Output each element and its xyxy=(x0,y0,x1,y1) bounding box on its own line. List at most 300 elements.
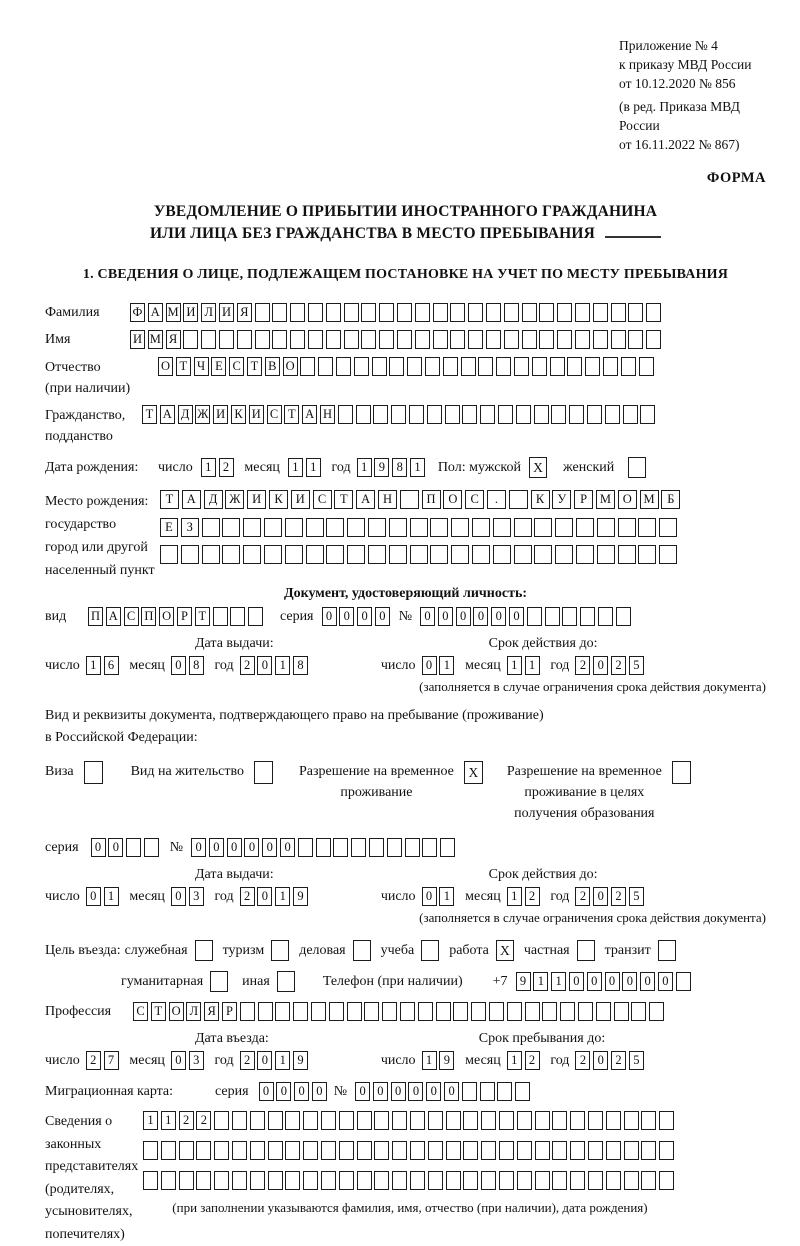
char-cell[interactable]: 0 xyxy=(339,607,354,626)
char-cell[interactable] xyxy=(446,1111,461,1130)
char-cell[interactable]: 1 xyxy=(104,887,119,906)
char-cell[interactable] xyxy=(585,357,600,376)
char-cell[interactable] xyxy=(389,357,404,376)
char-cell[interactable] xyxy=(407,357,422,376)
char-cell[interactable] xyxy=(179,1171,194,1190)
char-cell[interactable] xyxy=(433,330,448,349)
char-cell[interactable]: 0 xyxy=(171,656,186,675)
char-cell[interactable] xyxy=(545,607,560,626)
char-cell[interactable]: 2 xyxy=(611,656,626,675)
char-cell[interactable]: 0 xyxy=(276,1082,291,1101)
char-cell[interactable] xyxy=(372,357,387,376)
char-cell[interactable] xyxy=(285,1141,300,1160)
char-cell[interactable]: 0 xyxy=(171,1051,186,1070)
char-cell[interactable] xyxy=(450,303,465,322)
purpose-humanitarian-checkbox[interactable] xyxy=(210,971,228,992)
char-cell[interactable]: Ж xyxy=(225,490,244,509)
purpose-transit-checkbox[interactable] xyxy=(658,940,676,961)
char-cell[interactable]: 2 xyxy=(240,656,255,675)
char-cell[interactable] xyxy=(486,330,501,349)
char-cell[interactable]: 0 xyxy=(259,1082,274,1101)
char-cell[interactable]: О xyxy=(169,1002,184,1021)
char-cell[interactable]: Б xyxy=(661,490,680,509)
char-cell[interactable]: Р xyxy=(222,1002,237,1021)
char-cell[interactable] xyxy=(361,303,376,322)
char-cell[interactable]: К xyxy=(231,405,246,424)
char-cell[interactable] xyxy=(357,1111,372,1130)
char-cell[interactable]: С xyxy=(313,490,332,509)
char-cell[interactable] xyxy=(575,330,590,349)
char-cell[interactable] xyxy=(596,1002,611,1021)
char-cell[interactable] xyxy=(344,330,359,349)
char-cell[interactable] xyxy=(400,1002,415,1021)
char-cell[interactable] xyxy=(498,405,513,424)
char-cell[interactable]: 0 xyxy=(438,607,453,626)
char-cell[interactable] xyxy=(468,330,483,349)
char-cell[interactable] xyxy=(641,1111,656,1130)
char-cell[interactable] xyxy=(468,303,483,322)
char-cell[interactable] xyxy=(339,1141,354,1160)
char-cell[interactable] xyxy=(369,838,384,857)
char-cell[interactable] xyxy=(481,1171,496,1190)
char-cell[interactable]: 0 xyxy=(593,1051,608,1070)
char-cell[interactable] xyxy=(250,1171,265,1190)
char-cell[interactable]: Т xyxy=(151,1002,166,1021)
char-cell[interactable] xyxy=(326,545,344,564)
char-cell[interactable]: 1 xyxy=(422,1051,437,1070)
char-cell[interactable] xyxy=(539,330,554,349)
char-cell[interactable] xyxy=(232,1111,247,1130)
char-cell[interactable] xyxy=(268,1141,283,1160)
char-cell[interactable]: 0 xyxy=(426,1082,441,1101)
char-cell[interactable] xyxy=(499,1111,514,1130)
char-cell[interactable]: А xyxy=(356,490,375,509)
char-cell[interactable] xyxy=(659,1111,674,1130)
char-cell[interactable] xyxy=(532,357,547,376)
char-cell[interactable] xyxy=(472,518,490,537)
char-cell[interactable] xyxy=(272,330,287,349)
char-cell[interactable] xyxy=(255,330,270,349)
char-cell[interactable] xyxy=(534,545,552,564)
char-cell[interactable] xyxy=(534,405,549,424)
char-cell[interactable]: И xyxy=(291,490,310,509)
char-cell[interactable] xyxy=(392,1171,407,1190)
char-cell[interactable] xyxy=(659,1141,674,1160)
char-cell[interactable]: 1 xyxy=(525,656,540,675)
char-cell[interactable] xyxy=(575,303,590,322)
char-cell[interactable]: 1 xyxy=(275,1051,290,1070)
char-cell[interactable] xyxy=(250,1111,265,1130)
char-cell[interactable]: 1 xyxy=(161,1111,176,1130)
char-cell[interactable]: Р xyxy=(574,490,593,509)
char-cell[interactable]: 3 xyxy=(189,887,204,906)
char-cell[interactable] xyxy=(593,330,608,349)
char-cell[interactable] xyxy=(300,357,315,376)
char-cell[interactable]: 1 xyxy=(507,656,522,675)
char-cell[interactable]: 2 xyxy=(575,1051,590,1070)
char-cell[interactable]: С xyxy=(124,607,139,626)
char-cell[interactable] xyxy=(552,1111,567,1130)
char-cell[interactable] xyxy=(570,1141,585,1160)
char-cell[interactable] xyxy=(351,838,366,857)
char-cell[interactable]: 0 xyxy=(244,838,259,857)
char-cell[interactable] xyxy=(410,1141,425,1160)
char-cell[interactable] xyxy=(400,490,419,509)
char-cell[interactable] xyxy=(522,330,537,349)
char-cell[interactable] xyxy=(321,1111,336,1130)
char-cell[interactable] xyxy=(338,405,353,424)
char-cell[interactable] xyxy=(213,607,228,626)
char-cell[interactable] xyxy=(316,838,331,857)
char-cell[interactable]: С xyxy=(133,1002,148,1021)
char-cell[interactable]: А xyxy=(148,303,163,322)
char-cell[interactable]: 2 xyxy=(575,887,590,906)
char-cell[interactable]: 2 xyxy=(525,1051,540,1070)
char-cell[interactable] xyxy=(339,1111,354,1130)
char-cell[interactable]: 0 xyxy=(593,656,608,675)
char-cell[interactable]: 0 xyxy=(491,607,506,626)
char-cell[interactable]: С xyxy=(267,405,282,424)
char-cell[interactable] xyxy=(428,1141,443,1160)
char-cell[interactable] xyxy=(329,1002,344,1021)
char-cell[interactable] xyxy=(480,405,495,424)
char-cell[interactable]: Я xyxy=(204,1002,219,1021)
char-cell[interactable]: 1 xyxy=(306,458,321,477)
char-cell[interactable] xyxy=(587,405,602,424)
char-cell[interactable]: Т xyxy=(142,405,157,424)
char-cell[interactable]: Л xyxy=(186,1002,201,1021)
char-cell[interactable] xyxy=(336,357,351,376)
char-cell[interactable] xyxy=(389,545,407,564)
char-cell[interactable] xyxy=(326,303,341,322)
char-cell[interactable] xyxy=(440,838,455,857)
char-cell[interactable] xyxy=(430,518,448,537)
char-cell[interactable] xyxy=(463,1171,478,1190)
char-cell[interactable] xyxy=(576,545,594,564)
purpose-work-checkbox[interactable]: X xyxy=(496,940,514,961)
char-cell[interactable]: 0 xyxy=(209,838,224,857)
char-cell[interactable] xyxy=(285,1171,300,1190)
char-cell[interactable] xyxy=(268,1171,283,1190)
char-cell[interactable] xyxy=(237,330,252,349)
char-cell[interactable]: О xyxy=(158,357,173,376)
char-cell[interactable]: 8 xyxy=(392,458,407,477)
char-cell[interactable] xyxy=(481,1141,496,1160)
char-cell[interactable] xyxy=(374,1171,389,1190)
char-cell[interactable] xyxy=(373,405,388,424)
char-cell[interactable]: 0 xyxy=(191,838,206,857)
char-cell[interactable] xyxy=(676,972,691,991)
char-cell[interactable]: 2 xyxy=(219,458,234,477)
char-cell[interactable] xyxy=(306,545,324,564)
char-cell[interactable]: 1 xyxy=(533,972,548,991)
char-cell[interactable] xyxy=(517,1111,532,1130)
char-cell[interactable] xyxy=(347,1002,362,1021)
char-cell[interactable]: 8 xyxy=(293,656,308,675)
char-cell[interactable] xyxy=(605,405,620,424)
char-cell[interactable] xyxy=(659,545,677,564)
char-cell[interactable] xyxy=(509,490,528,509)
char-cell[interactable]: П xyxy=(422,490,441,509)
char-cell[interactable] xyxy=(551,405,566,424)
char-cell[interactable] xyxy=(181,545,199,564)
char-cell[interactable]: О xyxy=(159,607,174,626)
char-cell[interactable] xyxy=(264,518,282,537)
char-cell[interactable]: 1 xyxy=(507,887,522,906)
char-cell[interactable] xyxy=(196,1141,211,1160)
char-cell[interactable]: 0 xyxy=(355,1082,370,1101)
char-cell[interactable]: И xyxy=(219,303,234,322)
char-cell[interactable]: 2 xyxy=(525,887,540,906)
char-cell[interactable]: 5 xyxy=(629,656,644,675)
char-cell[interactable]: 0 xyxy=(605,972,620,991)
purpose-tourism-checkbox[interactable] xyxy=(271,940,289,961)
char-cell[interactable] xyxy=(486,303,501,322)
purpose-official-checkbox[interactable] xyxy=(195,940,213,961)
char-cell[interactable] xyxy=(379,330,394,349)
char-cell[interactable] xyxy=(232,1141,247,1160)
char-cell[interactable]: 0 xyxy=(420,607,435,626)
char-cell[interactable]: 0 xyxy=(262,838,277,857)
char-cell[interactable] xyxy=(638,518,656,537)
char-cell[interactable]: 0 xyxy=(473,607,488,626)
char-cell[interactable] xyxy=(641,1141,656,1160)
char-cell[interactable]: 0 xyxy=(391,1082,406,1101)
char-cell[interactable]: И xyxy=(249,405,264,424)
char-cell[interactable] xyxy=(480,1082,495,1101)
char-cell[interactable]: Я xyxy=(237,303,252,322)
char-cell[interactable] xyxy=(560,1002,575,1021)
char-cell[interactable]: 1 xyxy=(439,656,454,675)
char-cell[interactable] xyxy=(344,303,359,322)
char-cell[interactable] xyxy=(451,518,469,537)
residence-permit-checkbox[interactable] xyxy=(254,761,273,784)
char-cell[interactable] xyxy=(499,1141,514,1160)
char-cell[interactable]: К xyxy=(269,490,288,509)
char-cell[interactable]: 1 xyxy=(439,887,454,906)
char-cell[interactable] xyxy=(603,357,618,376)
char-cell[interactable]: Т xyxy=(195,607,210,626)
char-cell[interactable]: 0 xyxy=(86,887,101,906)
char-cell[interactable]: Т xyxy=(247,357,262,376)
char-cell[interactable]: 9 xyxy=(293,887,308,906)
char-cell[interactable]: 6 xyxy=(104,656,119,675)
char-cell[interactable] xyxy=(160,545,178,564)
char-cell[interactable] xyxy=(250,1141,265,1160)
char-cell[interactable]: 1 xyxy=(410,458,425,477)
char-cell[interactable]: Р xyxy=(177,607,192,626)
char-cell[interactable] xyxy=(446,1141,461,1160)
char-cell[interactable]: А xyxy=(302,405,317,424)
char-cell[interactable] xyxy=(387,838,402,857)
char-cell[interactable]: Т xyxy=(284,405,299,424)
char-cell[interactable]: М xyxy=(596,490,615,509)
char-cell[interactable] xyxy=(606,1171,621,1190)
char-cell[interactable] xyxy=(339,1171,354,1190)
char-cell[interactable] xyxy=(646,330,661,349)
char-cell[interactable] xyxy=(618,545,636,564)
char-cell[interactable]: . xyxy=(487,490,506,509)
char-cell[interactable] xyxy=(143,1171,158,1190)
char-cell[interactable] xyxy=(535,1141,550,1160)
char-cell[interactable]: 0 xyxy=(509,607,524,626)
char-cell[interactable] xyxy=(623,405,638,424)
char-cell[interactable] xyxy=(333,838,348,857)
purpose-study-checkbox[interactable] xyxy=(421,940,439,961)
char-cell[interactable] xyxy=(443,357,458,376)
char-cell[interactable] xyxy=(463,1111,478,1130)
char-cell[interactable] xyxy=(397,303,412,322)
char-cell[interactable] xyxy=(248,607,263,626)
char-cell[interactable]: О xyxy=(618,490,637,509)
char-cell[interactable]: П xyxy=(88,607,103,626)
char-cell[interactable]: К xyxy=(531,490,550,509)
char-cell[interactable]: 0 xyxy=(373,1082,388,1101)
char-cell[interactable] xyxy=(446,1171,461,1190)
char-cell[interactable]: 0 xyxy=(280,838,295,857)
char-cell[interactable] xyxy=(321,1171,336,1190)
char-cell[interactable] xyxy=(436,1002,451,1021)
char-cell[interactable] xyxy=(598,607,613,626)
char-cell[interactable] xyxy=(462,1082,477,1101)
char-cell[interactable]: 1 xyxy=(275,656,290,675)
char-cell[interactable] xyxy=(641,1171,656,1190)
char-cell[interactable]: 0 xyxy=(257,1051,272,1070)
char-cell[interactable]: Т xyxy=(334,490,353,509)
char-cell[interactable]: 1 xyxy=(201,458,216,477)
char-cell[interactable] xyxy=(640,405,655,424)
sex-male-checkbox[interactable]: X xyxy=(529,457,547,478)
purpose-business-checkbox[interactable] xyxy=(353,940,371,961)
char-cell[interactable]: 0 xyxy=(108,838,123,857)
char-cell[interactable]: 0 xyxy=(257,656,272,675)
char-cell[interactable] xyxy=(588,1171,603,1190)
char-cell[interactable]: 0 xyxy=(408,1082,423,1101)
char-cell[interactable]: Е xyxy=(160,518,178,537)
char-cell[interactable] xyxy=(272,303,287,322)
char-cell[interactable] xyxy=(410,1171,425,1190)
char-cell[interactable] xyxy=(264,545,282,564)
char-cell[interactable] xyxy=(659,518,677,537)
char-cell[interactable] xyxy=(368,518,386,537)
char-cell[interactable]: 2 xyxy=(240,887,255,906)
char-cell[interactable] xyxy=(275,1002,290,1021)
char-cell[interactable] xyxy=(614,1002,629,1021)
char-cell[interactable] xyxy=(624,1171,639,1190)
char-cell[interactable] xyxy=(624,1141,639,1160)
char-cell[interactable]: Я xyxy=(166,330,181,349)
visa-checkbox[interactable] xyxy=(84,761,103,784)
char-cell[interactable] xyxy=(410,1111,425,1130)
char-cell[interactable]: М xyxy=(640,490,659,509)
char-cell[interactable] xyxy=(517,1171,532,1190)
char-cell[interactable] xyxy=(557,303,572,322)
char-cell[interactable]: Н xyxy=(378,490,397,509)
char-cell[interactable]: М xyxy=(148,330,163,349)
char-cell[interactable] xyxy=(214,1141,229,1160)
char-cell[interactable]: 0 xyxy=(422,887,437,906)
char-cell[interactable]: 9 xyxy=(293,1051,308,1070)
char-cell[interactable]: Ж xyxy=(195,405,210,424)
char-cell[interactable]: 0 xyxy=(593,887,608,906)
char-cell[interactable] xyxy=(624,1111,639,1130)
char-cell[interactable]: 0 xyxy=(587,972,602,991)
char-cell[interactable] xyxy=(306,518,324,537)
char-cell[interactable] xyxy=(569,405,584,424)
char-cell[interactable]: И xyxy=(130,330,145,349)
char-cell[interactable] xyxy=(493,518,511,537)
char-cell[interactable] xyxy=(593,303,608,322)
char-cell[interactable] xyxy=(410,518,428,537)
char-cell[interactable] xyxy=(639,357,654,376)
char-cell[interactable] xyxy=(516,405,531,424)
char-cell[interactable] xyxy=(649,1002,664,1021)
char-cell[interactable] xyxy=(514,357,529,376)
char-cell[interactable]: Т xyxy=(160,490,179,509)
char-cell[interactable] xyxy=(542,1002,557,1021)
char-cell[interactable] xyxy=(303,1141,318,1160)
char-cell[interactable]: 0 xyxy=(322,607,337,626)
char-cell[interactable]: 3 xyxy=(189,1051,204,1070)
char-cell[interactable]: 0 xyxy=(444,1082,459,1101)
char-cell[interactable]: 9 xyxy=(439,1051,454,1070)
char-cell[interactable]: С xyxy=(229,357,244,376)
char-cell[interactable] xyxy=(179,1141,194,1160)
char-cell[interactable] xyxy=(368,545,386,564)
char-cell[interactable] xyxy=(621,357,636,376)
char-cell[interactable] xyxy=(628,330,643,349)
char-cell[interactable] xyxy=(410,545,428,564)
char-cell[interactable] xyxy=(462,405,477,424)
char-cell[interactable] xyxy=(450,330,465,349)
char-cell[interactable] xyxy=(507,1002,522,1021)
char-cell[interactable] xyxy=(618,518,636,537)
char-cell[interactable] xyxy=(433,303,448,322)
char-cell[interactable] xyxy=(422,838,437,857)
char-cell[interactable]: А xyxy=(106,607,121,626)
char-cell[interactable] xyxy=(570,1111,585,1130)
char-cell[interactable] xyxy=(496,357,511,376)
char-cell[interactable] xyxy=(382,1002,397,1021)
char-cell[interactable] xyxy=(126,838,141,857)
char-cell[interactable] xyxy=(461,357,476,376)
char-cell[interactable]: 1 xyxy=(275,887,290,906)
char-cell[interactable] xyxy=(183,330,198,349)
char-cell[interactable]: Е xyxy=(211,357,226,376)
char-cell[interactable] xyxy=(552,1171,567,1190)
char-cell[interactable] xyxy=(588,1141,603,1160)
char-cell[interactable]: З xyxy=(181,518,199,537)
char-cell[interactable]: 2 xyxy=(179,1111,194,1130)
char-cell[interactable] xyxy=(481,1111,496,1130)
char-cell[interactable] xyxy=(321,1141,336,1160)
char-cell[interactable]: 2 xyxy=(86,1051,101,1070)
char-cell[interactable]: Д xyxy=(204,490,223,509)
char-cell[interactable] xyxy=(576,518,594,537)
char-cell[interactable] xyxy=(397,330,412,349)
char-cell[interactable] xyxy=(606,1141,621,1160)
char-cell[interactable]: 0 xyxy=(171,887,186,906)
char-cell[interactable] xyxy=(525,1002,540,1021)
char-cell[interactable] xyxy=(347,545,365,564)
char-cell[interactable] xyxy=(611,330,626,349)
char-cell[interactable]: 5 xyxy=(629,887,644,906)
char-cell[interactable] xyxy=(409,405,424,424)
char-cell[interactable]: 0 xyxy=(456,607,471,626)
char-cell[interactable] xyxy=(418,1002,433,1021)
char-cell[interactable]: 0 xyxy=(658,972,673,991)
char-cell[interactable] xyxy=(285,518,303,537)
